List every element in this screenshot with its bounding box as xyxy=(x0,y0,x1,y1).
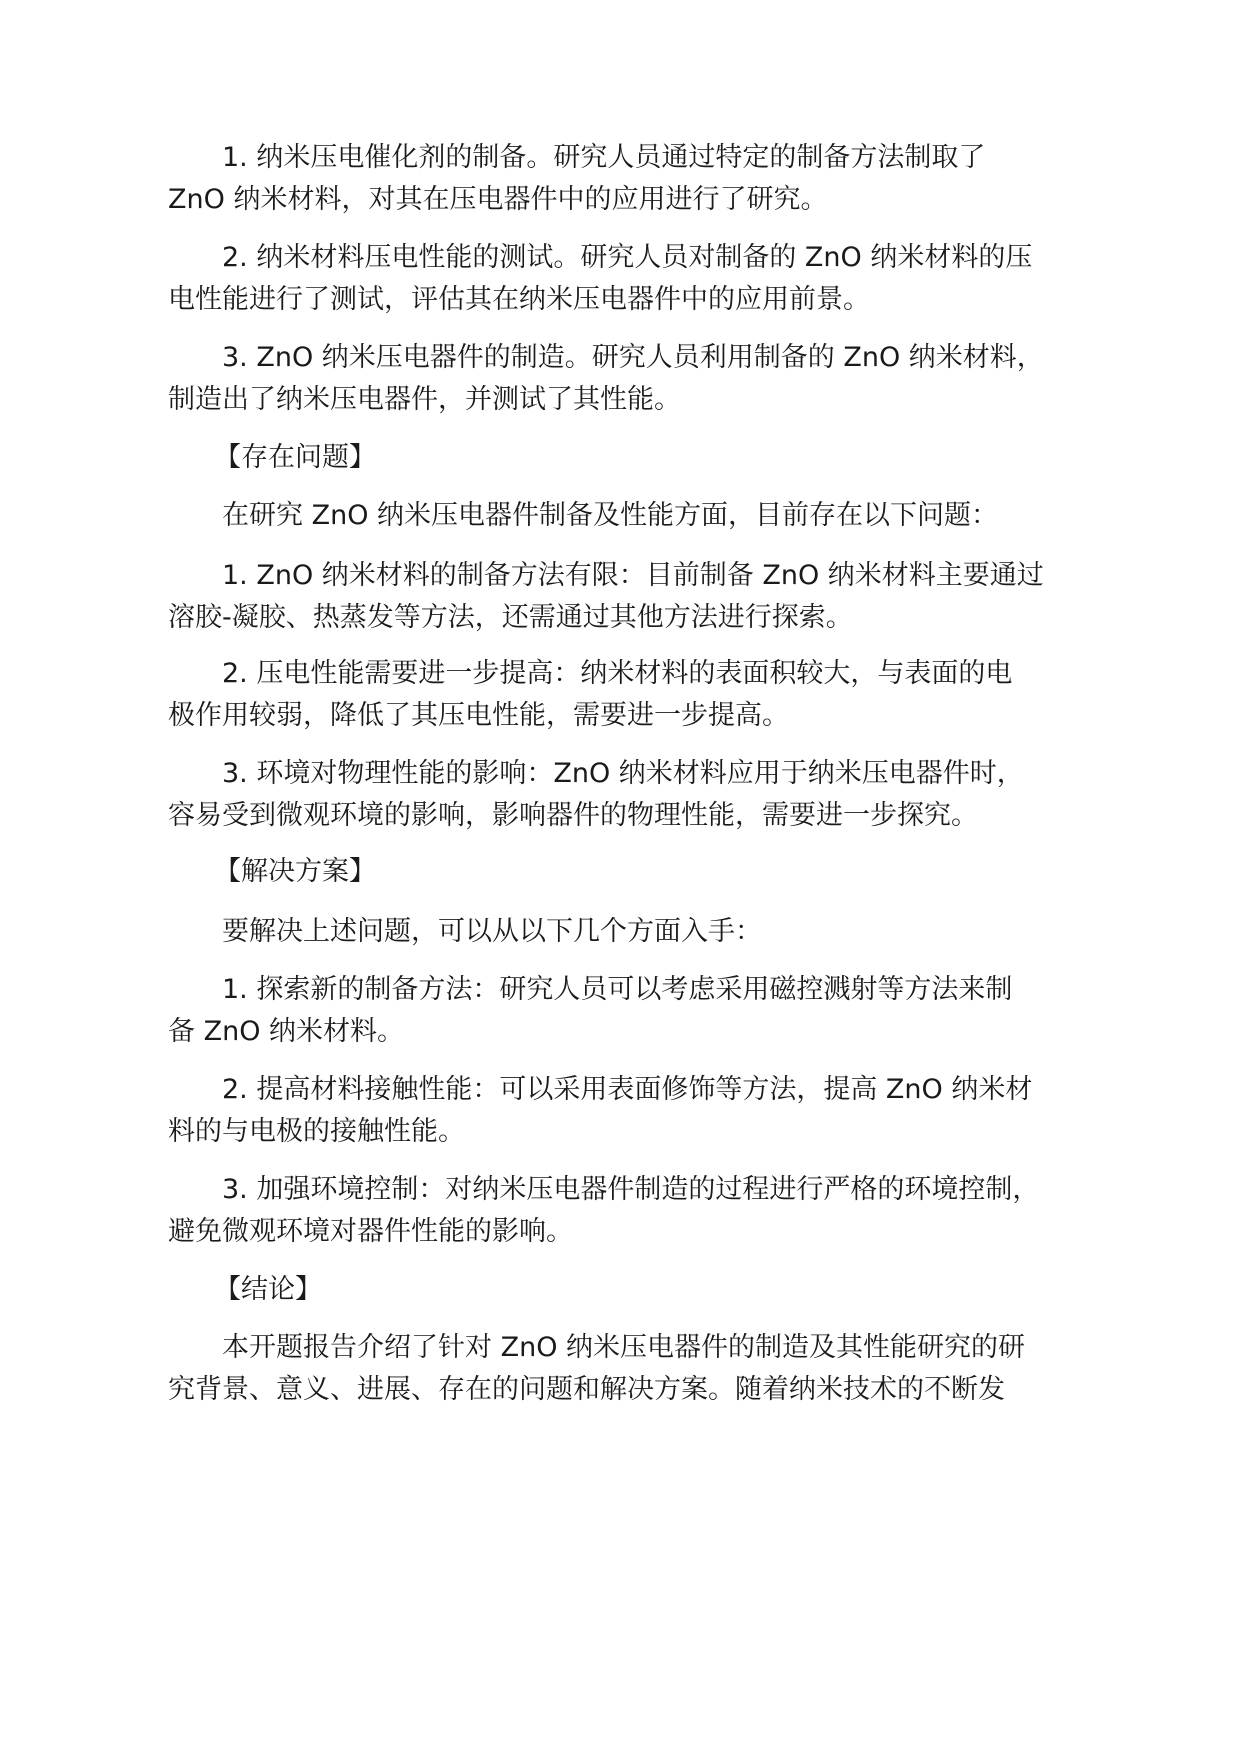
paragraph-3-line-1: 3. ZnO 纳米压电器件的制造。研究人员利用制备的 ZnO 纳米材料， xyxy=(222,342,1044,373)
paragraph-11-line-2: 避免微观环境对器件性能的影响。 xyxy=(168,1216,573,1247)
paragraph-9-line-2: 备 ZnO 纳米材料。 xyxy=(168,1016,405,1047)
paragraph-3-line-2: 制造出了纳米压电器件，并测试了其性能。 xyxy=(168,384,681,415)
section-heading-conclusion: 【结论】 xyxy=(214,1274,322,1305)
paragraph-5-line-2: 溶胶-凝胶、热蒸发等方法，还需通过其他方法进行探索。 xyxy=(168,602,853,633)
paragraph-5-line-1: 1. ZnO 纳米材料的制备方法有限：目前制备 ZnO 纳米材料主要通过 xyxy=(222,560,1044,591)
paragraph-6-line-1: 2. 压电性能需要进一步提高：纳米材料的表面积较大，与表面的电 xyxy=(222,658,1013,689)
paragraph-8-line-1: 要解决上述问题，可以从以下几个方面入手： xyxy=(222,916,762,947)
paragraph-2-line-1: 2. 纳米材料压电性能的测试。研究人员对制备的 ZnO 纳米材料的压 xyxy=(222,242,1033,273)
paragraph-4-line-1: 在研究 ZnO 纳米压电器件制备及性能方面，目前存在以下问题： xyxy=(222,500,999,531)
paragraph-1-line-2: ZnO 纳米材料，对其在压电器件中的应用进行了研究。 xyxy=(168,184,828,215)
paragraph-9-line-1: 1. 探索新的制备方法：研究人员可以考虑采用磁控溅射等方法来制 xyxy=(222,974,1013,1005)
paragraph-12-line-1: 本开题报告介绍了针对 ZnO 纳米压电器件的制造及其性能研究的研 xyxy=(222,1332,1026,1363)
paragraph-10-line-1: 2. 提高材料接触性能：可以采用表面修饰等方法，提高 ZnO 纳米材 xyxy=(222,1074,1033,1105)
paragraph-1-line-1: 1. 纳米压电催化剂的制备。研究人员通过特定的制备方法制取了 xyxy=(222,142,986,173)
section-heading-solutions: 【解决方案】 xyxy=(214,856,376,887)
paragraph-6-line-2: 极作用较弱，降低了其压电性能，需要进一步提高。 xyxy=(168,700,789,731)
paragraph-7-line-2: 容易受到微观环境的影响，影响器件的物理性能，需要进一步探究。 xyxy=(168,800,978,831)
paragraph-11-line-1: 3. 加强环境控制：对纳米压电器件制造的过程进行严格的环境控制， xyxy=(222,1174,1040,1205)
paragraph-7-line-1: 3. 环境对物理性能的影响：ZnO 纳米材料应用于纳米压电器件时， xyxy=(222,758,1024,789)
paragraph-12-line-2: 究背景、意义、进展、存在的问题和解决方案。随着纳米技术的不断发 xyxy=(168,1374,1005,1405)
paragraph-2-line-2: 电性能进行了测试，评估其在纳米压电器件中的应用前景。 xyxy=(168,284,870,315)
paragraph-10-line-2: 料的与电极的接触性能。 xyxy=(168,1116,465,1147)
section-heading-problems: 【存在问题】 xyxy=(214,442,376,473)
